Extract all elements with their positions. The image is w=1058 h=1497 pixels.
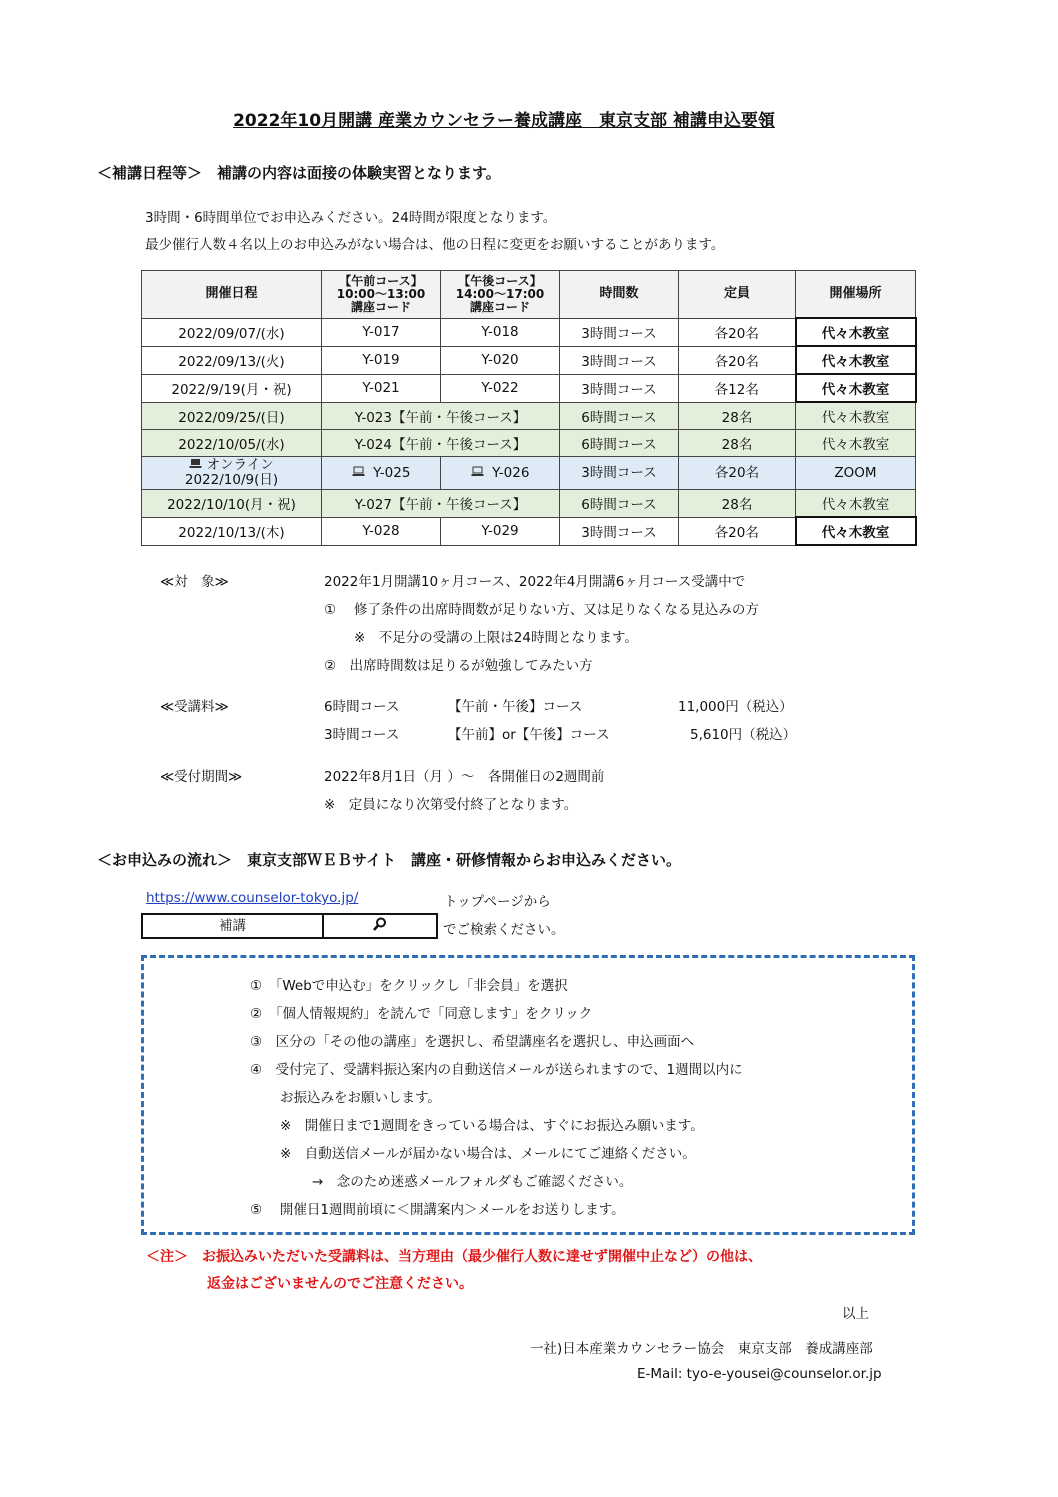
cell-capacity: 各12名 — [679, 374, 796, 402]
target-limit-note: ※ 不足分の受講の上限は24時間となります。 — [354, 630, 638, 646]
step-note-3: → 念のため迷惑メールフォルダもご確認ください。 — [312, 1174, 633, 1190]
minimum-note: 最少催行人数４名以上のお申込みがない場合は、他の日程に変更をお願いすることがあります。 — [145, 237, 725, 253]
cell-date: 2022/10/05/(水) — [142, 430, 322, 457]
cell-combined-code: Y-023【午前・午後コース】 — [322, 402, 560, 430]
cell-capacity: 28名 — [679, 402, 796, 430]
steps-box — [141, 955, 915, 1235]
header-am: 【午前コース】 10:00～13:00 講座コード — [322, 271, 441, 319]
cell-hours: 6時間コース — [560, 430, 679, 457]
header-capacity: 定員 — [679, 271, 796, 319]
period-label: ≪受付期間≫ — [160, 769, 243, 785]
cell-am-code: Y-019 — [322, 346, 441, 374]
fee-3h-type: 【午前】or【午後】コース — [448, 727, 610, 743]
period-range: 2022年8月1日（月 ）～ 各開催日の2週間前 — [324, 769, 605, 785]
organization: 一社)日本産業カウンセラー協会 東京支部 養成講座部 — [530, 1341, 873, 1357]
cell-hours: 3時間コース — [560, 318, 679, 346]
step-4: ④ 受付完了、受講料振込案内の自動送信メールが送られますので、1週間以内に — [250, 1062, 743, 1078]
step-note-1: ※ 開催日まで1週間をきっている場合は、すぐにお振込み願います。 — [280, 1118, 704, 1134]
cell-date: 2022/10/13/(木) — [142, 517, 322, 545]
cell-date: 2022/09/07/(水) — [142, 318, 322, 346]
branch-website-link[interactable]: https://www.counselor-tokyo.jp/ — [146, 890, 359, 906]
cell-location: 代々木教室 — [796, 430, 916, 457]
laptop-icon — [352, 465, 365, 481]
step-3: ③ 区分の「その他の講座」を選択し、希望講座名を選択し、申込画面へ — [250, 1034, 695, 1050]
table-row — [142, 457, 916, 490]
cell-date: 2022/09/25/(日) — [142, 402, 322, 430]
table-row — [142, 517, 916, 545]
cell-hours: 3時間コース — [560, 457, 679, 490]
cell-location: 代々木教室 — [796, 517, 916, 545]
cell-hours: 6時間コース — [560, 490, 679, 518]
laptop-icon — [189, 457, 202, 473]
cell-hours: 3時間コース — [560, 374, 679, 402]
cell-pm-code: Y-020 — [441, 346, 560, 374]
target-condition-1: ① 修了条件の出席時間数が足りない方、又は足りなくなる見込みの方 — [324, 602, 759, 618]
cell-date: 2022/9/19(月・祝) — [142, 374, 322, 402]
header-date: 開催日程 — [142, 271, 322, 319]
search-box — [141, 913, 438, 939]
cell-capacity: 各20名 — [679, 517, 796, 545]
table-row — [142, 374, 916, 402]
cell-combined-code: Y-027【午前・午後コース】 — [322, 490, 560, 518]
schedule-heading: ＜補講日程等＞ 補講の内容は面接の体験実習となります。 — [97, 164, 501, 182]
fee-3h-course: 3時間コース — [324, 727, 400, 743]
cell-date: オンライン 2022/10/9(日) — [142, 457, 322, 490]
cell-location: 代々木教室 — [796, 374, 916, 402]
cell-hours: 6時間コース — [560, 402, 679, 430]
refund-note: ＜注＞ お振込みいただいた受講料は、当方理由（最少催行人数に達せず開催中止など）の他は、 — [146, 1249, 762, 1265]
schedule-table — [141, 270, 917, 546]
fee-6h-course: 6時間コース — [324, 699, 400, 715]
laptop-icon — [471, 465, 484, 481]
cell-location: 代々木教室 — [796, 346, 916, 374]
unit-note: 3時間・6時間単位でお申込みください。24時間が限度となります。 — [145, 210, 557, 226]
table-row — [142, 430, 916, 457]
cell-location: 代々木教室 — [796, 318, 916, 346]
fee-3h-price: 5,610円（税込） — [690, 727, 797, 743]
search-icon — [372, 916, 388, 936]
cell-pm-code: Y-026 — [441, 457, 560, 490]
cell-pm-code: Y-018 — [441, 318, 560, 346]
header-location: 開催場所 — [796, 271, 916, 319]
cell-pm-code: Y-022 — [441, 374, 560, 402]
search-suffix: でご検索ください。 — [443, 922, 565, 938]
search-button[interactable] — [324, 915, 436, 937]
table-header-row — [142, 271, 916, 319]
cell-date: 2022/10/10(月・祝) — [142, 490, 322, 518]
header-pm: 【午後コース】 14:00～17:00 講座コード — [441, 271, 560, 319]
search-input[interactable]: 補講 — [143, 915, 324, 937]
cell-capacity: 各20名 — [679, 318, 796, 346]
cell-am-code: Y-028 — [322, 517, 441, 545]
period-note: ※ 定員になり次第受付終了となります。 — [324, 797, 578, 813]
cell-hours: 3時間コース — [560, 346, 679, 374]
cell-pm-code: Y-029 — [441, 517, 560, 545]
header-hours: 時間数 — [560, 271, 679, 319]
cell-capacity: 各20名 — [679, 346, 796, 374]
website-suffix: トップページから — [444, 894, 551, 910]
target-line: 2022年1月開講10ヶ月コース、2022年4月開講6ヶ月コース受講中で — [324, 574, 746, 590]
cell-hours: 3時間コース — [560, 517, 679, 545]
target-label: ≪対 象≫ — [160, 574, 229, 590]
fee-label: ≪受講料≫ — [160, 699, 229, 715]
cell-capacity: 28名 — [679, 430, 796, 457]
step-5: ⑤ 開催日1週間前頃に＜開講案内＞メールをお送りします。 — [250, 1202, 625, 1218]
step-note-2: ※ 自動送信メールが届かない場合は、メールにてご連絡ください。 — [280, 1146, 696, 1162]
fee-6h-type: 【午前・午後】コース — [448, 699, 583, 715]
cell-am-code: Y-017 — [322, 318, 441, 346]
cell-location: 代々木教室 — [796, 402, 916, 430]
fee-6h-price: 11,000円（税込） — [678, 699, 793, 715]
step-2: ② 「個人情報規約」を読んで「同意します」をクリック — [250, 1006, 593, 1022]
cell-am-code: Y-025 — [322, 457, 441, 490]
cell-combined-code: Y-024【午前・午後コース】 — [322, 430, 560, 457]
table-row — [142, 318, 916, 346]
table-row — [142, 402, 916, 430]
target-condition-2: ② 出席時間数は足りるが勉強してみたい方 — [324, 658, 593, 674]
cell-date: 2022/09/13/(火) — [142, 346, 322, 374]
page-title: 2022年10月開講 産業カウンセラー養成講座 東京支部 補講申込要領 — [233, 111, 775, 131]
application-heading: ＜お申込みの流れ＞ 東京支部ＷＥＢサイト 講座・研修情報からお申込みください。 — [97, 851, 681, 869]
table-row — [142, 346, 916, 374]
table-row — [142, 490, 916, 518]
step-4-cont: お振込みをお願いします。 — [280, 1090, 441, 1106]
cell-location: 代々木教室 — [796, 490, 916, 518]
cell-capacity: 各20名 — [679, 457, 796, 490]
cell-am-code: Y-021 — [322, 374, 441, 402]
contact-email: E-Mail: tyo-e-yousei@counselor.or.jp — [637, 1366, 882, 1382]
step-1: ① 「Webで申込む」をクリックし「非会員」を選択 — [250, 978, 568, 994]
closing-mark: 以上 — [842, 1306, 869, 1322]
refund-note-cont: 返金はございませんのでご注意ください。 — [207, 1276, 473, 1292]
cell-capacity: 28名 — [679, 490, 796, 518]
cell-location: ZOOM — [796, 457, 916, 490]
